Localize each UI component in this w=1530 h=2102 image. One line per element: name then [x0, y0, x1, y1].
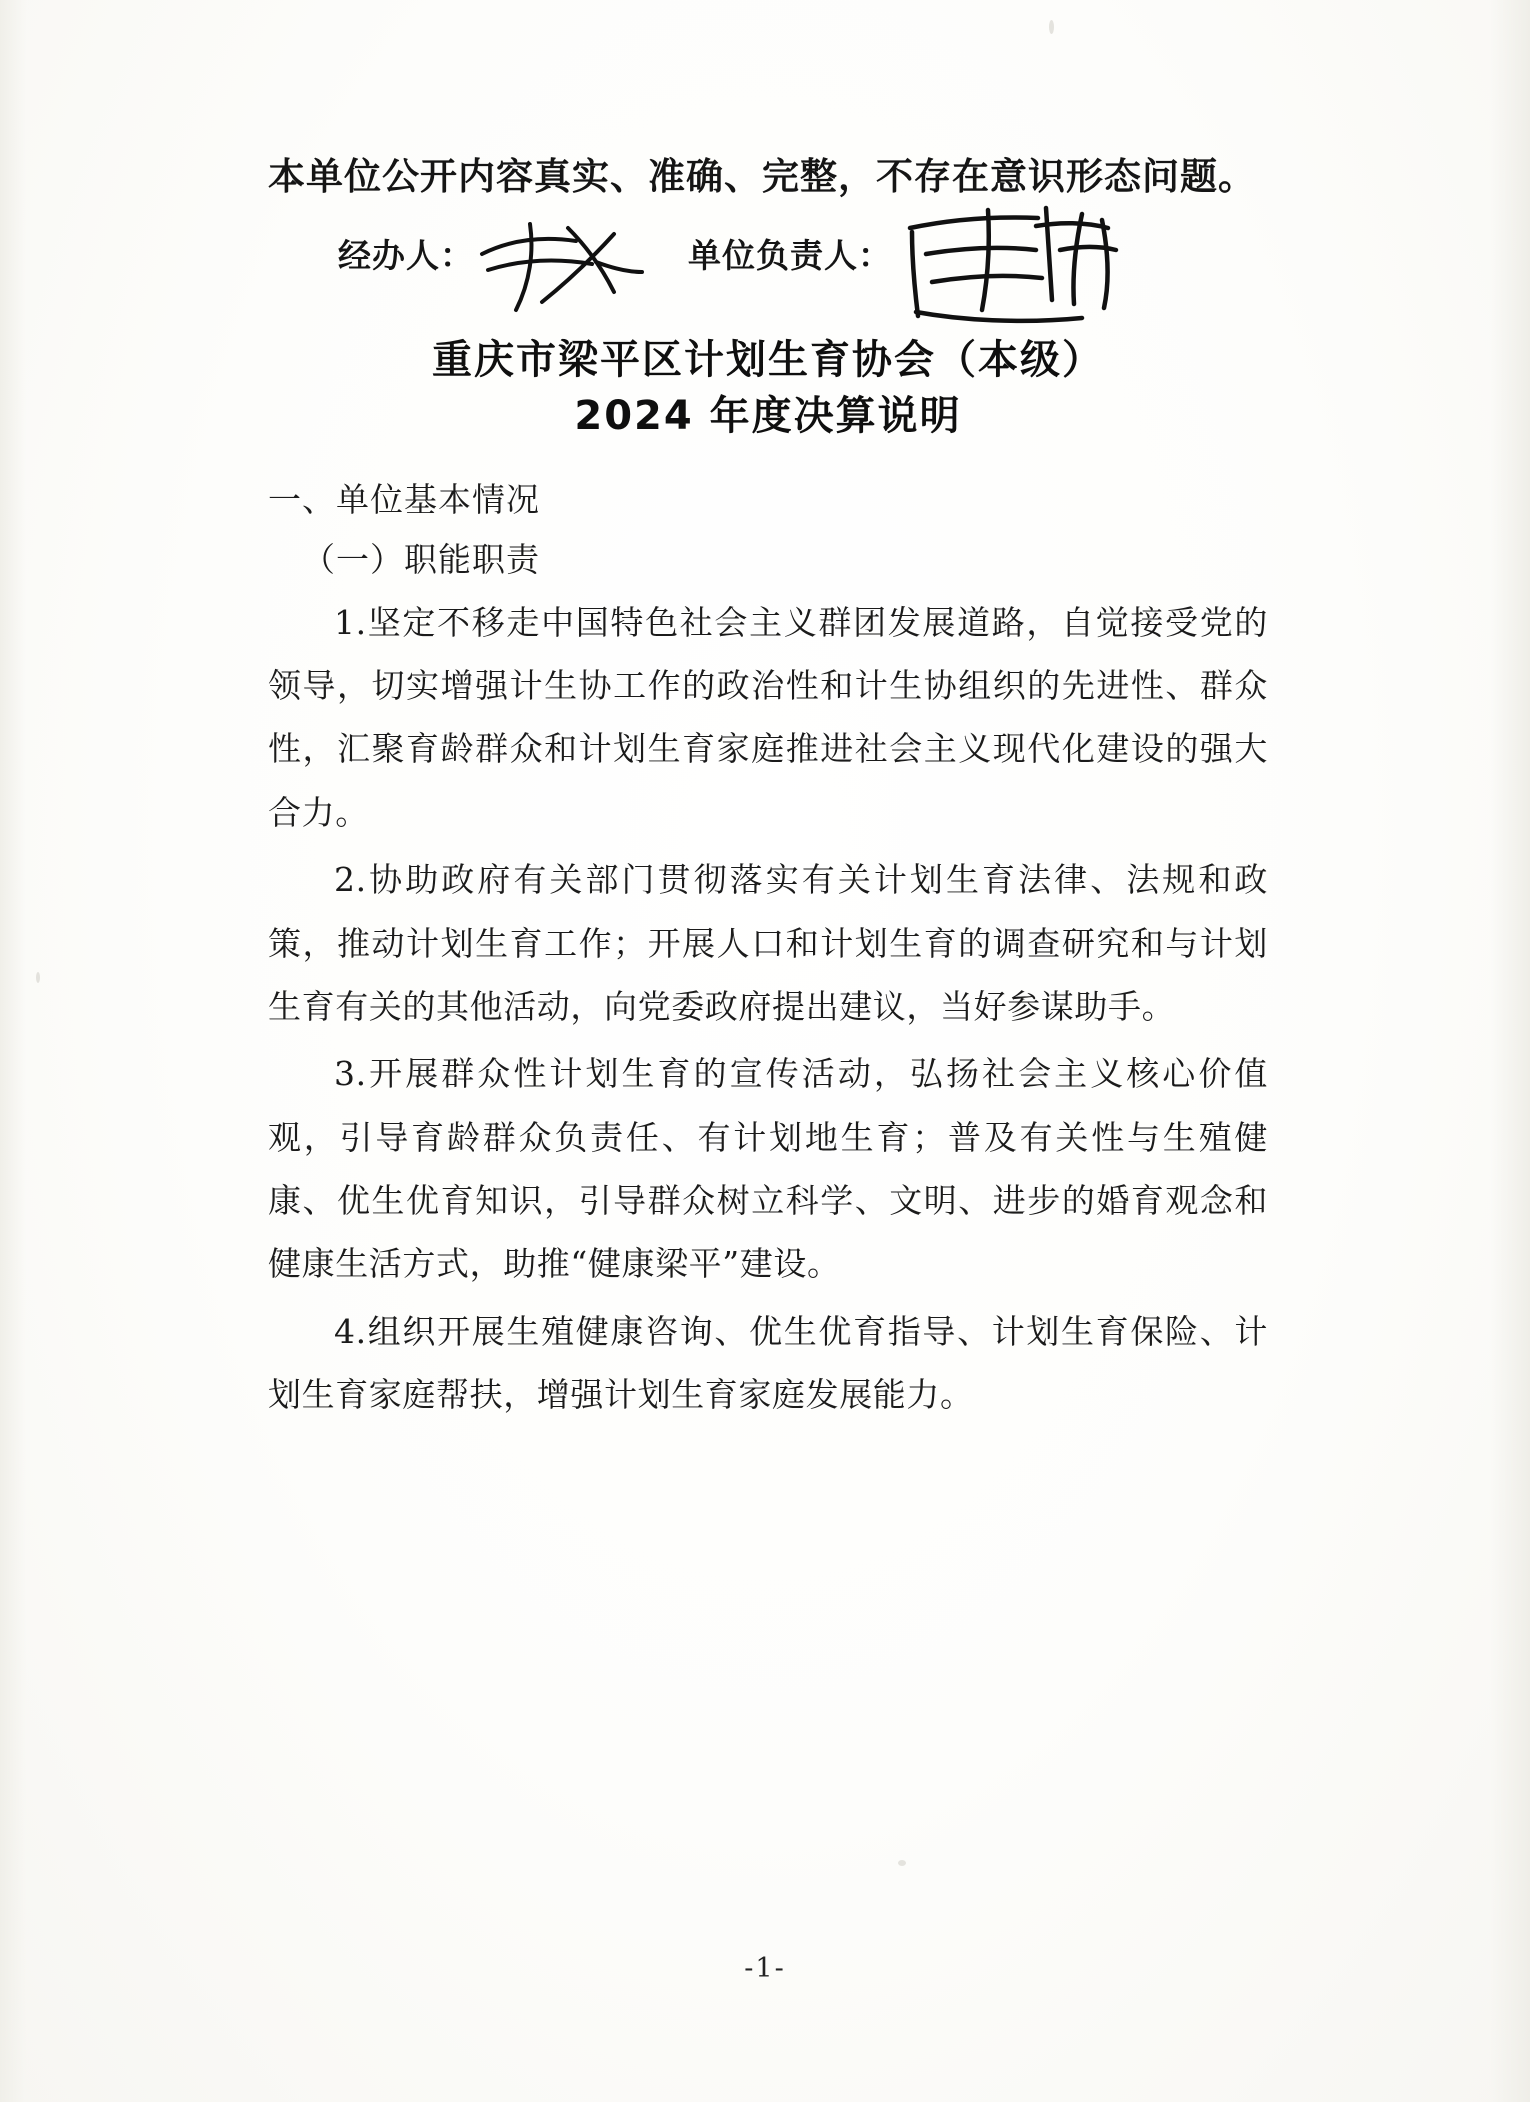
page-title — [268, 332, 1268, 446]
unit-leader-signature-ink — [896, 192, 1126, 332]
paragraph-4: 4.组织开展生殖健康咨询、优生优育指导、计划生育保险、计划生育家庭帮扶，增强计划生育家庭发展能力。 — [268, 1311, 1268, 1415]
paragraph-3: 3.开展群众性计划生育的宣传活动，弘扬社会主义核心价值观，引导育龄群众负责任、有计划地生育；普及有关性与生殖健康、优生优育知识，引导群众树立科学、文明、进步的婚育观念和健康生活方式，助推“健康梁平”建设。 — [268, 1054, 1268, 1284]
operator-label: 经办人： — [338, 235, 474, 275]
scan-edge-left — [0, 0, 26, 2102]
section-heading: 一、单位基本情况 — [268, 480, 540, 520]
document-body — [268, 150, 1268, 1430]
signature-row — [268, 218, 1268, 314]
paragraph-1: 1.坚定不移走中国特色社会主义群团发展道路，自觉接受党的领导，切实增强计生协工作的政治性和计生协组织的先进性、群众性，汇聚育龄群众和计划生育家庭推进社会主义现代化建设的强大合力。 — [268, 602, 1268, 832]
title-line-1: 重庆市梁平区计划生育协会（本级） — [432, 336, 1104, 383]
paragraph-2: 2.协助政府有关部门贯彻落实有关计划生育法律、法规和政策，推动计划生育工作；开展人口和计划生育的调查研究和与计划生育有关的其他活动，向党委政府提出建议，当好参谋助手。 — [268, 860, 1268, 1026]
subsection-heading: （一）职能职责 — [302, 539, 540, 579]
operator-signature-ink — [464, 210, 654, 320]
scan-speck — [898, 1860, 906, 1866]
unit-leader-label: 单位负责人： — [688, 235, 892, 275]
page-number: -1- — [744, 1953, 786, 1984]
title-line-2: 2024 年度决算说明 — [574, 393, 962, 440]
scan-speck — [1049, 20, 1054, 34]
scan-speck — [36, 972, 40, 983]
public-content-declaration: 本单位公开内容真实、准确、完整，不存在意识形态问题。 — [268, 155, 1256, 198]
scan-edge-right — [1490, 0, 1530, 2102]
